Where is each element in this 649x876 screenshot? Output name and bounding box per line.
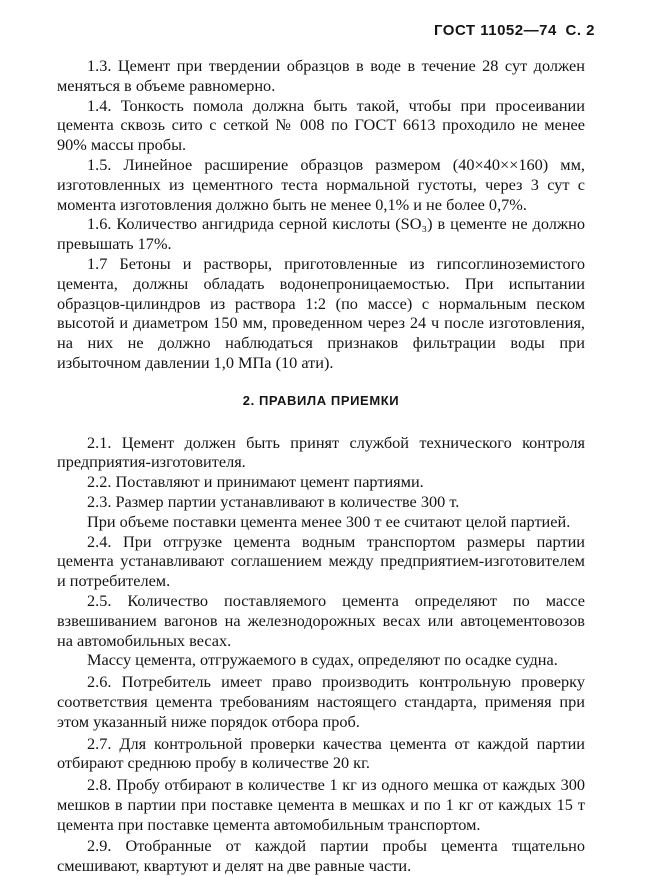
paragraph-2-7: 2.7. Для контрольной проверки качества цемента от каждой партии отбирают среднюю пробу в количестве 20 кг.	[57, 733, 585, 773]
paragraph-2-4: 2.4. При отгрузке цемента водным транспортом размеры партии цемента устанавливают соглашением между предприятием-изготовителем и потребителем.	[57, 531, 585, 591]
paragraph-2-5: 2.5. Количество поставляемого цемента определяют по массе взвешиванием вагонов на железнодорожных весах или автоцементовозов на автомобильных весах.	[57, 590, 585, 650]
paragraph-2-1: 2.1. Цемент должен быть принят службой технического контроля предприятия-изготовителя.	[57, 432, 585, 472]
document-body	[57, 56, 585, 876]
page-header	[430, 22, 595, 39]
paragraph-1-6: 1.6. Количество ангидрида серной кислоты (SO₃) в цементе не должно превышать 17%.	[57, 214, 585, 254]
page-number: С. 2	[565, 22, 595, 39]
paragraph-1-3: 1.3. Цемент при твердении образцов в воде в течение 28 сут должен меняться в объеме равномерно.	[57, 56, 585, 95]
paragraph-1-7: 1.7 Бетоны и растворы, приготовленные из гипсоглиноземистого цемента, должны обладать водонепроницаемостью. При испытании образцов-цилиндров из раствора 1:2 (по массе) с нормальным песком высотой и диаметром 150 мм, проведенном через 24 ч после изготовления, на них не должно наблюдаться признаков фильтрации воды при избыточном давлении 1,0 МПа (10 ати).	[57, 253, 585, 372]
paragraph-1-5: 1.5. Линейное расширение образцов размером (40×40××160) мм, изготовленных из цементного теста нормальной густоты, через 3 сут с момента изготовления должно быть не менее 0,1% и не более 0,7%.	[57, 154, 585, 214]
paragraph-2-8: 2.8. Пробу отбирают в количестве 1 кг из одного мешка от каждых 300 мешков в партии при поставке цемента в мешках и по 1 кг от каждых 15 т цемента при поставке цемента автомобильным транспортом.	[57, 775, 585, 834]
paragraph-2-6: 2.6. Потребитель имеет право производить контрольную проверку соответствия цемента требованиям настоящего стандарта, применяя при этом указанный ниже порядок отбора проб.	[57, 672, 585, 731]
paragraph-2-5-note: Массу цемента, отгружаемого в судах, определяют по осадке судна.	[87, 650, 558, 670]
paragraph-2-9: 2.9. Отобранные от каждой партии пробы цемента тщательно смешивают, квартуют и делят на две равные части.	[57, 836, 585, 876]
paragraph-1-4: 1.4. Тонкость помола должна быть такой, чтобы при просеивании цемента сквозь сито с сеткой № 008 по ГОСТ 6613 проходило не менее 90% массы пробы.	[57, 95, 585, 155]
standard-designation: ГОСТ 11052—74	[433, 22, 557, 39]
section-heading: 2. ПРАВИЛА ПРИЕМКИ	[242, 392, 400, 408]
paragraph-2-2: 2.2. Поставляют и принимают цемент партиями.	[87, 472, 424, 492]
paragraph-2-3: 2.3. Размер партии устанавливают в количестве 300 т.	[87, 491, 460, 511]
paragraph-2-3-note: При объеме поставки цемента менее 300 т ее считают целой партией.	[87, 511, 571, 531]
